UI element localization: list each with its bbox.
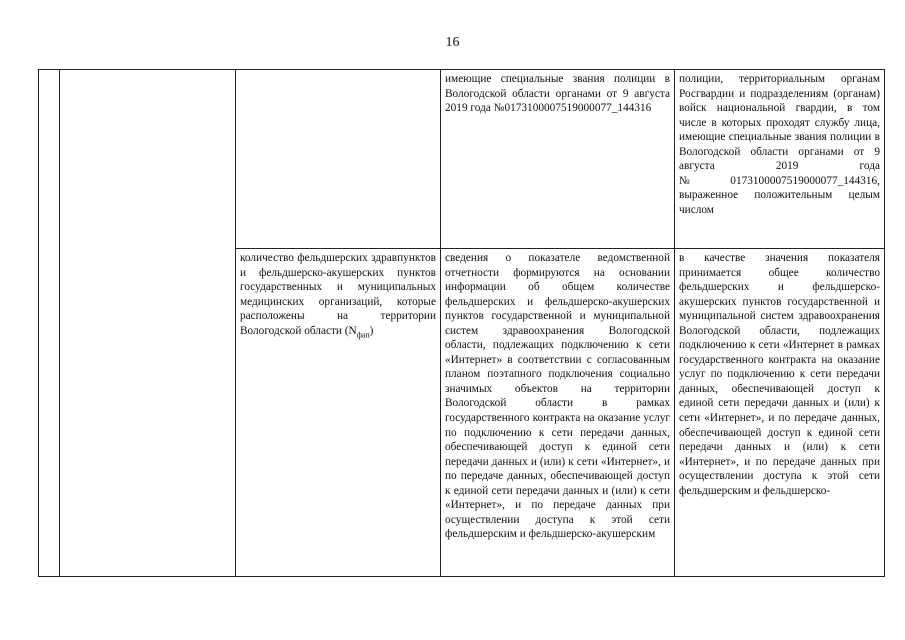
indicator-subscript: фап: [356, 329, 370, 339]
indicator-table: [38, 69, 885, 577]
table-cell-data-source: имеющие специальные звания полиции в Вологодской области органами от 9 августа 2019 года №0173100007519000077_144316: [441, 70, 675, 249]
table-cell-indicator-definition: [236, 249, 441, 577]
page-number: 16: [445, 35, 460, 50]
table-cell-number: [39, 70, 60, 577]
table-cell-calculation-method: полиции, территориальным органам Росгвардии и подразделениям (органам) войск национальной гвардии, в том числе в которых проходят службу лица, имеющие специальные звания полиции в Вологодской области органами от 9 августа 2019 года №0173100007519000077_144316, выраженное положительным целым числом: [675, 70, 885, 249]
table-cell-calculation-method: в качестве значения показателя принимается общее количество фельдшерских и фельдшерско-акушерских пунктов государственной и муниципальной систем здравоохранения Вологодской области, подлежащих подключению к сети «Интернет в рамках государственного контракта на оказание услуг по подключению к сети передачи данных, обеспечивающей доступ к единой сети передачи данных и (или) к сети «Интернет», и по передаче данных, обеспечивающей доступ к единой сети передачи данных и (или) к сети «Интернет», и по передаче данных при осуществлении доступа к этой сети фельдшерским и фельдшерско-: [675, 249, 885, 577]
table-cell-indicator-definition: [236, 70, 441, 249]
indicator-definition-suffix: ): [369, 324, 374, 337]
indicator-definition-text: количество фельдшерских здравпунктов и фельдшерско-акушерских пунктов государственных и муниципальных медицинских организаций, которые расположены на территории Вологодской области (N: [240, 252, 436, 337]
table-cell-indicator-name: [60, 70, 236, 577]
table-row: [39, 70, 885, 249]
table-cell-data-source: сведения о показателе ведомственной отчетности формируются на основании информации об общем количестве фельдшерских и фельдшерско-акушерских пунктов государственной и муниципальной систем здравоохранения Вологодской области, подлежащих подключению к сети «Интернет» в соответствии с согласованным планом поэтапного подключения социально значимых объектов на территории Вологодской области в рамках государственного контракта на оказание услуг по подключению к сети передачи данных, обеспечивающей доступ к единой сети передачи данных и (или) к сети «Интернет», и по передаче данных, обеспечивающей доступ к единой сети передачи данных и (или) к сети «Интернет», и по передаче данных при осуществлении доступа к этой сети фельдшерским и фельдшерско-акушерским: [441, 249, 675, 577]
